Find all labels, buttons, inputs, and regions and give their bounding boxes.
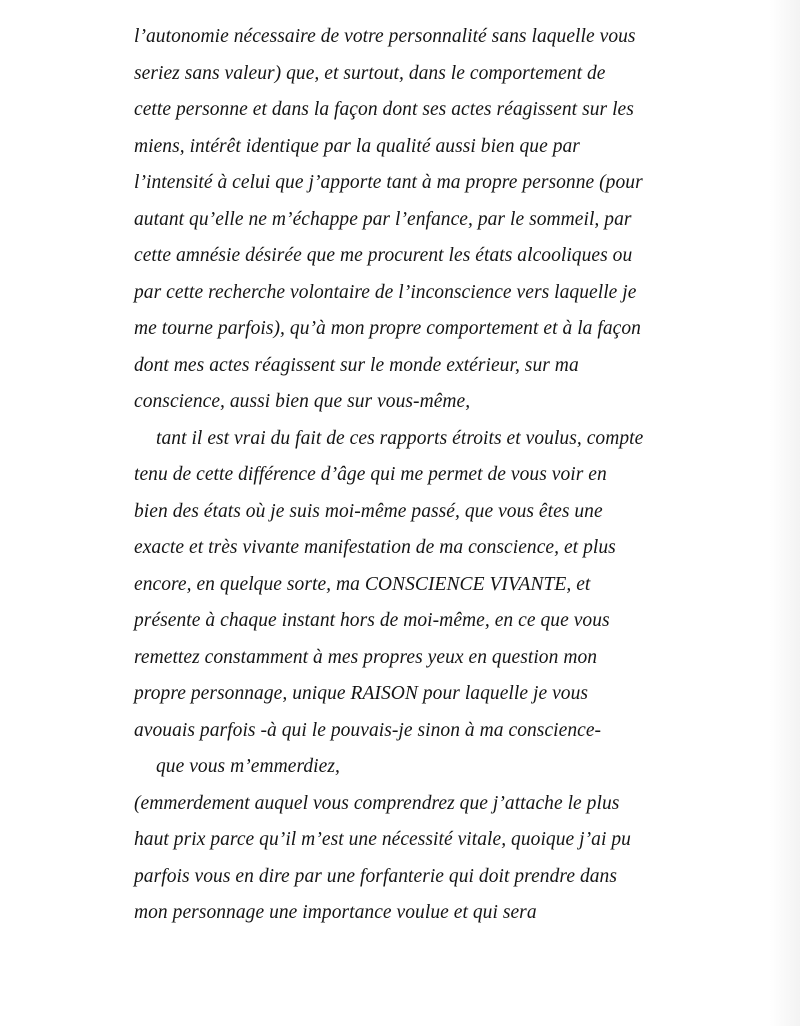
text-line: remettez constamment à mes propres yeux en question mon: [134, 646, 598, 668]
text-line: par cette recherche volontaire de l’inconscience vers laquelle je: [134, 281, 637, 303]
text-line: cette amnésie désirée que me procurent les états alcooliques ou: [134, 245, 633, 266]
text-line: seriez sans valeur) que, et surtout, dans le comportement de: [134, 62, 606, 84]
text-line: me tourne parfois), qu’à mon propre comportement et à la façon: [134, 318, 641, 339]
body-text: [134, 19, 734, 932]
text-line: cette personne et dans la façon dont ses actes réagissent sur les: [134, 99, 634, 120]
text-line: avouais parfois -à qui le pouvais-je sinon à ma conscience-: [134, 719, 602, 741]
text-line: (emmerdement auquel vous comprendrez que j’attache le plus: [134, 792, 620, 814]
text-line: parfois vous en dire par une forfanterie qui doit prendre dans: [134, 865, 617, 887]
paragraph-first-line: que vous m’emmerdiez,: [156, 756, 340, 777]
text-line: autant qu’elle ne m’échappe par l’enfance, par le sommeil, par: [134, 208, 632, 230]
text-line: miens, intérêt identique par la qualité aussi bien que par: [134, 135, 580, 157]
text-line: l’intensité à celui que j’apporte tant à ma propre personne (pour: [134, 172, 643, 193]
text-line: bien des états où je suis moi-même passé, que vous êtes une: [134, 500, 603, 522]
text-line: exacte et très vivante manifestation de ma conscience, et plus: [134, 537, 616, 558]
text-line: tenu de cette différence d’âge qui me permet de vous voir en: [134, 464, 607, 485]
text-line: haut prix parce qu’il m’est une nécessité vitale, quoique j’ai pu: [134, 829, 631, 850]
text-line: propre personnage, unique RAISON pour laquelle je vous: [134, 683, 589, 704]
paragraph-first-line: tant il est vrai du fait de ces rapports étroits et voulus, compte: [156, 427, 644, 449]
text-line: présente à chaque instant hors de moi-même, en ce que vous: [134, 610, 610, 631]
text-line: encore, en quelque sorte, ma CONSCIENCE VIVANTE, et: [134, 573, 591, 595]
text-line: conscience, aussi bien que sur vous-même,: [134, 391, 471, 412]
text-line: dont mes actes réagissent sur le monde extérieur, sur ma: [134, 354, 579, 376]
text-line: l’autonomie nécessaire de votre personnalité sans laquelle vous: [134, 26, 636, 47]
text-line: mon personnage une importance voulue et qui sera: [134, 902, 537, 923]
